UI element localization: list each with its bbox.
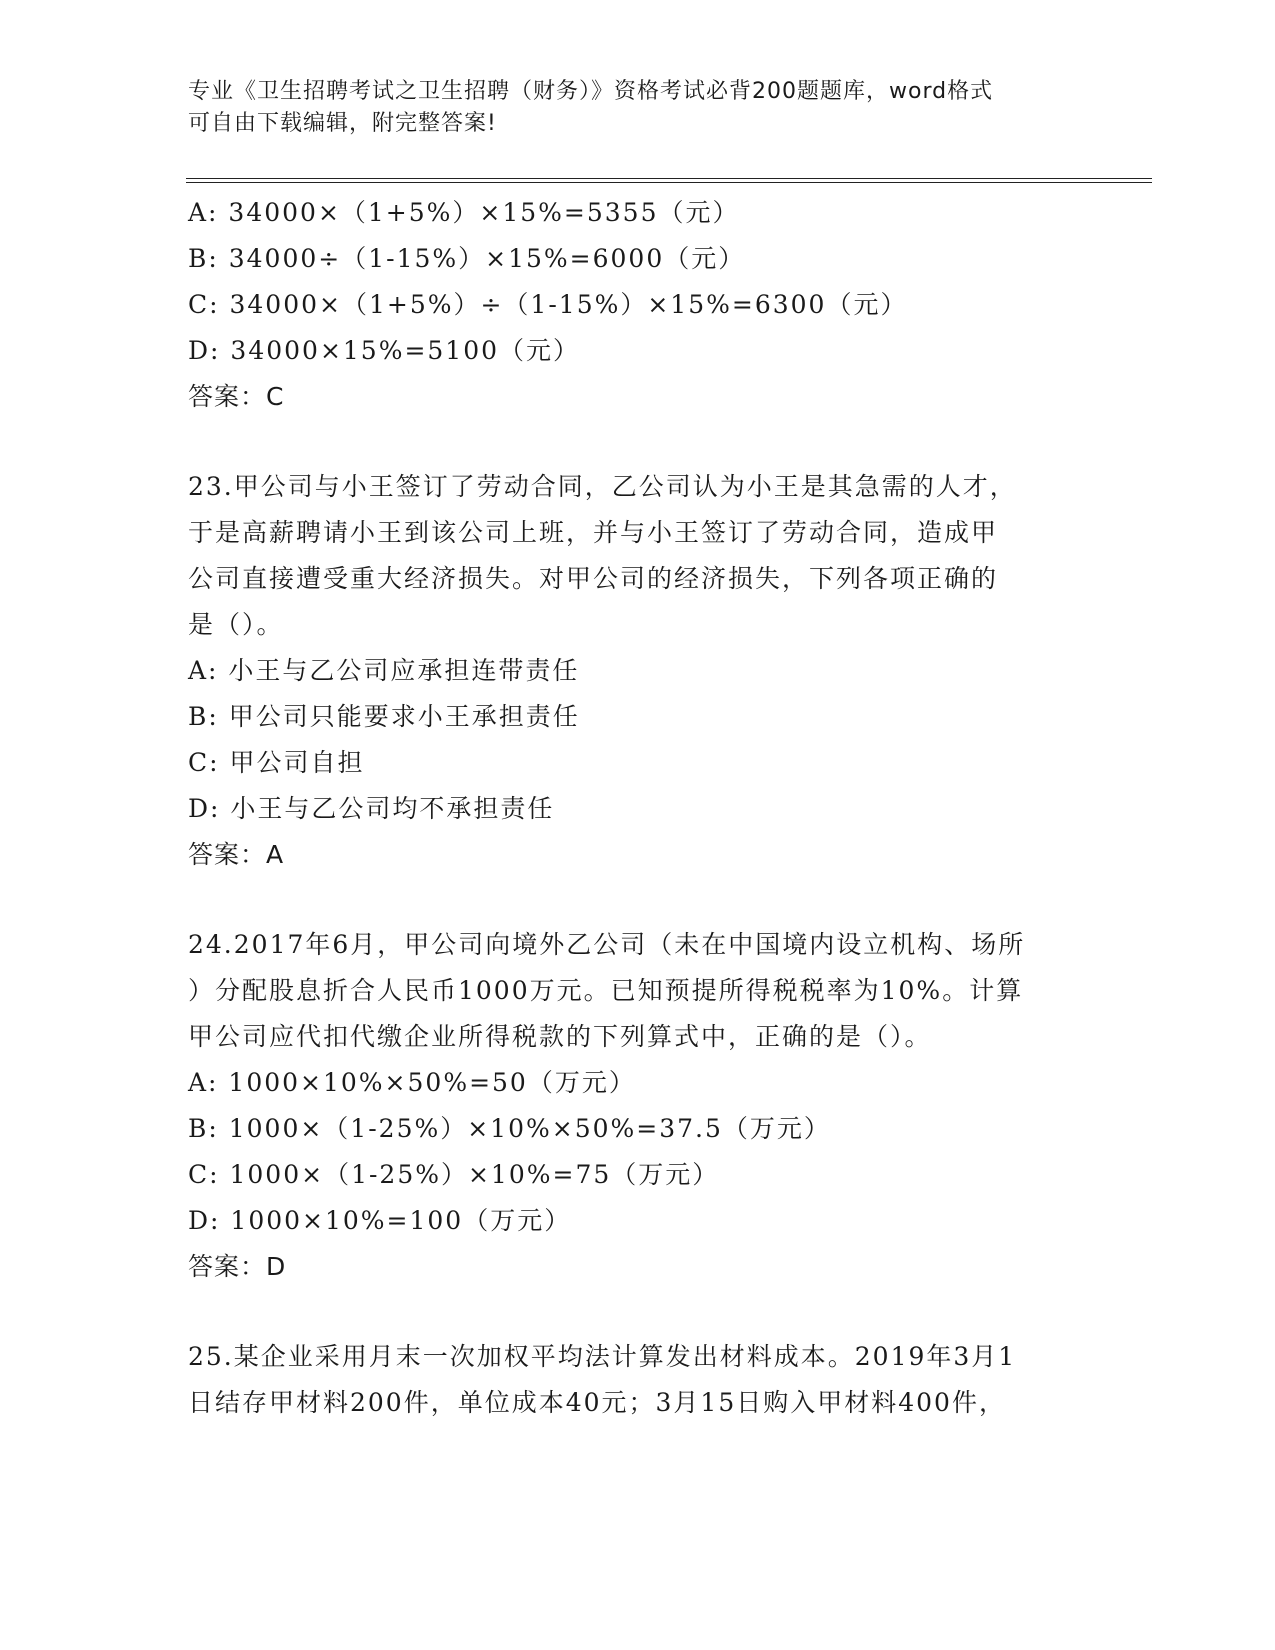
option-c: C: 34000×（1+5%）÷（1-15%）×15%=6300（元）	[188, 290, 908, 319]
header-divider	[186, 178, 1152, 183]
option-d: D: 小王与乙公司均不承担责任	[188, 794, 555, 823]
question-stem-line: 日结存甲材料200件，单位成本40元；3月15日购入甲材料400件，	[188, 1388, 1006, 1417]
answer-line: 答案：C	[188, 382, 285, 411]
question-stem-line: 24.2017年6月，甲公司向境外乙公司（未在中国境内设立机构、场所	[188, 930, 1026, 959]
question-stem-line: 25.某企业采用月末一次加权平均法计算发出材料成本。2019年3月1	[188, 1342, 1017, 1371]
question-stem-line: 23.甲公司与小王签订了劳动合同，乙公司认为小王是其急需的人才，	[188, 472, 1017, 501]
option-b: B: 34000÷（1-15%）×15%=6000（元）	[188, 244, 746, 273]
document-content	[188, 190, 1088, 1426]
option-c: C: 甲公司自担	[188, 748, 365, 777]
option-a: A: 小王与乙公司应承担连带责任	[188, 656, 580, 685]
question-25	[188, 1334, 1088, 1426]
question-stem-line: 于是高薪聘请小王到该公司上班，并与小王签订了劳动合同，造成甲	[188, 518, 999, 547]
question-22	[188, 190, 1088, 420]
question-23	[188, 464, 1088, 878]
header-title-line2: 可自由下载编辑，附完整答案!	[188, 111, 497, 136]
question-stem-line: ）分配股息折合人民币1000万元。已知预提所得税税率为10%。计算	[188, 976, 1024, 1005]
option-d: D: 34000×15%=5100（元）	[188, 336, 581, 365]
option-a: A: 34000×（1+5%）×15%=5355（元）	[188, 198, 740, 227]
option-b: B: 甲公司只能要求小王承担责任	[188, 702, 580, 731]
question-stem-line: 是（）。	[188, 610, 284, 639]
question-24	[188, 922, 1088, 1290]
answer-line: 答案：A	[188, 840, 285, 869]
page-header	[188, 76, 1088, 140]
question-stem-line: 甲公司应代扣代缴企业所得税款的下列算式中，正确的是（）。	[188, 1022, 932, 1051]
question-stem-line: 公司直接遭受重大经济损失。对甲公司的经济损失，下列各项正确的	[188, 564, 999, 593]
option-a: A: 1000×10%×50%=50（万元）	[188, 1068, 636, 1097]
option-c: C: 1000×（1-25%）×10%=75（万元）	[188, 1160, 720, 1189]
header-title-line1: 专业《卫生招聘考试之卫生招聘（财务）》资格考试必背200题题库，word格式	[188, 79, 994, 104]
answer-line: 答案：D	[188, 1252, 287, 1281]
option-d: D: 1000×10%=100（万元）	[188, 1206, 572, 1235]
option-b: B: 1000×（1-25%）×10%×50%=37.5（万元）	[188, 1114, 831, 1143]
